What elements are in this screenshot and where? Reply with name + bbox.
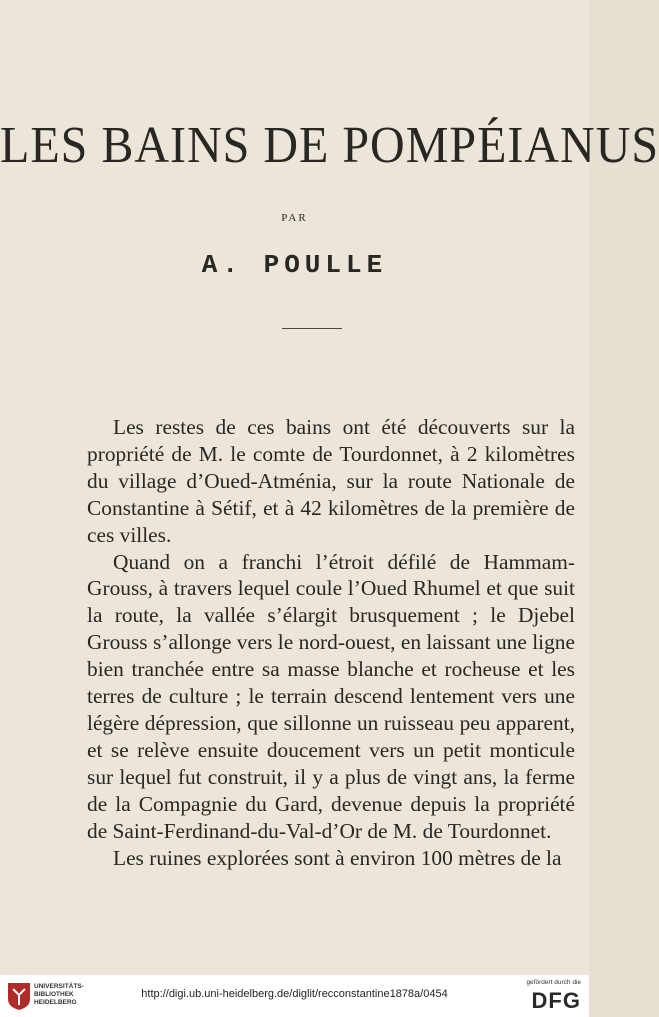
author-name: A. POULLE (201, 250, 388, 280)
dfg-logo: DFG (531, 988, 581, 1013)
funding-note: gefördert durch die (526, 979, 581, 986)
title-divider (282, 328, 342, 329)
by-line: PAR (281, 212, 308, 224)
footer-bar (0, 975, 589, 1017)
source-link[interactable]: http://digi.ub.uni-heidelberg.de/diglit/recconstantine1878a/0454 (141, 988, 448, 1000)
paragraph-1: Les restes de ces bains ont été découverts sur la propriété de M. le comte de Tourdonnet, à 2 kilomètres du village d’Oued-Atménia, sur la route Nationale de Constantine à Sétif, et à 42 kilomètres de la première de ces villes. (87, 415, 575, 547)
paragraph-3: Les ruines explorées sont à environ 100 mètres de la (113, 845, 562, 870)
paragraph-2: Quand on a franchi l’étroit défilé de Hammam-Grouss, à travers lequel coule l’Oued Rhumel et que suit la route, la vallée s’élargit brusquement ; le Djebel Grouss s’allonge vers le nord-ouest, en laissant une ligne bien tranchée entre sa masse blanche et rocheuse et les terres de culture ; le terrain descend lentement vers une légère dépression, que sillonne un ruisseau peu apparent, et se relève ensuite doucement vers un petit monticule sur lequel fut construit, il y a plus de vingt ans, la ferme de la Compagnie du Gard, devenue depuis la propriété de Saint-Ferdinand-du-Val-d’Or de M. de Tourdonnet. (87, 549, 575, 843)
library-name: UNIVERSITÄTS- BIBLIOTHEK HEIDELBERG (34, 983, 84, 1006)
article-title: LES BAINS DE POMPÉIANUS (0, 116, 659, 175)
article-body (87, 414, 575, 871)
